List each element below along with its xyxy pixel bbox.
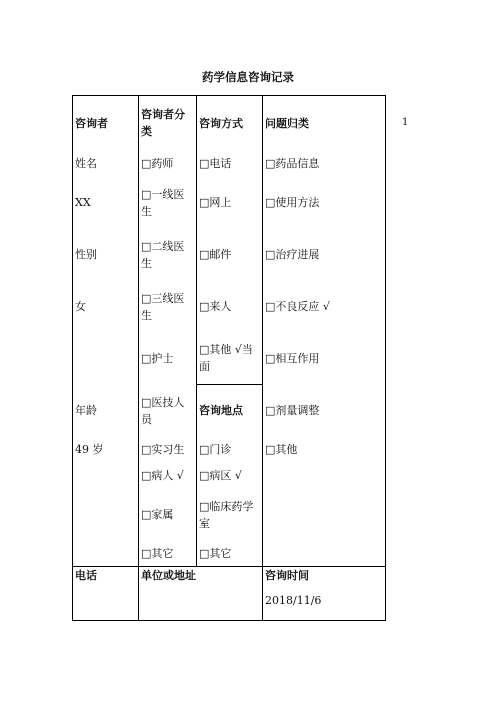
address-label: 单位或地址 <box>139 567 263 621</box>
location-option: □门诊 <box>197 437 263 463</box>
header-consult-location: 咨询地点 <box>197 385 263 437</box>
location-option: □病区 √ <box>197 463 263 489</box>
time-value: 2018/11/6 <box>265 594 322 607</box>
name-label: 姓名 <box>75 157 97 170</box>
category-option: □药师 <box>139 151 197 177</box>
page-number: 1 <box>402 117 409 128</box>
time-label: 咨询时间 <box>265 569 309 582</box>
category-option: □二线医生 <box>139 229 197 281</box>
issue-option: □治疗进展 <box>263 229 386 281</box>
category-option: □一线医生 <box>139 177 197 229</box>
header-issue-category: 问题归类 <box>263 96 386 151</box>
issue-option: □使用方法 <box>263 177 386 229</box>
method-option: □电话 <box>197 151 263 177</box>
consult-time-cell <box>263 567 386 621</box>
footer-row <box>73 567 386 621</box>
location-option: □临床药学室 <box>197 489 263 541</box>
category-option: □家属 <box>139 489 197 541</box>
method-option: □邮件 <box>197 229 263 281</box>
method-option: □来人 <box>197 281 263 333</box>
category-option: □护士 <box>139 333 197 385</box>
gender-value: 女 <box>75 300 86 313</box>
issue-option: □药品信息 <box>263 151 386 177</box>
method-option: □其他 √当面 <box>197 333 263 385</box>
category-option: □医技人员 <box>139 385 197 437</box>
category-option: □病人 √ <box>139 463 197 489</box>
category-option: □三线医生 <box>139 281 197 333</box>
header-consultant-category: 咨询者分类 <box>139 96 197 151</box>
method-option: □网上 <box>197 177 263 229</box>
category-option: □实习生 <box>139 437 197 463</box>
gender-label: 性别 <box>75 248 97 261</box>
name-value: XX <box>75 196 91 209</box>
issue-option: □不良反应 √ <box>263 281 386 333</box>
issue-option: □其他 <box>263 437 386 463</box>
issue-option: □剂量调整 <box>263 385 386 437</box>
age-value: 49 岁 <box>75 443 104 456</box>
header-consultant: 咨询者 <box>75 116 108 130</box>
location-option: □其它 <box>197 541 263 567</box>
header-consult-method: 咨询方式 <box>197 96 263 151</box>
age-label: 年龄 <box>75 404 97 417</box>
phone-label: 电话 <box>73 567 139 621</box>
header-row <box>73 96 386 151</box>
consultation-form-table <box>72 95 386 621</box>
document-title: 药学信息咨询记录 <box>202 70 294 84</box>
category-option: □其它 <box>139 541 197 567</box>
issue-option: □相互作用 <box>263 333 386 385</box>
